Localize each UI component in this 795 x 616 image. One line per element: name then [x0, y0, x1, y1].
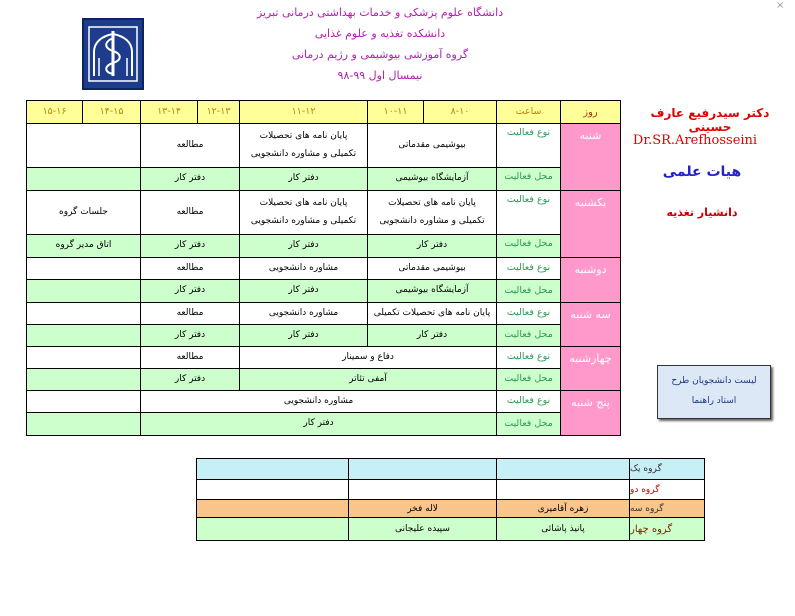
cell-sun-act-1: پایان نامه های تحصیلات تکمیلی و مشاوره دانشجویی — [368, 191, 497, 235]
location-label: محل فعالیت — [497, 168, 561, 191]
cell-sat-loc-1: آزمایشگاه بیوشیمی — [368, 168, 497, 191]
slot-5: ۱۴-۱۵ — [83, 101, 141, 124]
group-member — [197, 500, 349, 518]
cell-empty — [27, 303, 141, 325]
cell-sat-loc-2: دفتر کار — [240, 168, 368, 191]
location-label: محل فعالیت — [497, 413, 561, 436]
student-list-line-2: استاد راهنما — [691, 396, 737, 406]
cell-sun-loc-2: دفتر کار — [240, 235, 368, 258]
cell-empty — [27, 325, 141, 347]
slot-6: ۱۵-۱۶ — [27, 101, 83, 124]
cell-sat-act-2: پایان نامه های تحصیلات تکمیلی و مشاوره دانشجویی — [240, 124, 368, 168]
student-groups-table — [196, 458, 705, 541]
cell-mon-act-3: مطالعه — [141, 258, 240, 280]
day-tuesday: سه شنبه — [561, 303, 621, 347]
location-label: محل فعالیت — [497, 235, 561, 258]
group-member: سپیده علیجانی — [349, 518, 497, 541]
activity-label: نوع فعالیت — [497, 258, 561, 280]
activity-label: نوع فعالیت — [497, 391, 561, 413]
faculty-rank-heading: هیات علمی — [662, 164, 742, 180]
day-thursday: پنج شنبه — [561, 391, 621, 436]
instructor-name: دکتر سیدرفیع عارف حسینی — [650, 106, 770, 134]
instructor-title: دانشیار تغذیه — [666, 206, 738, 219]
cell-empty — [27, 168, 141, 191]
day-sunday: یکشنبه — [561, 191, 621, 258]
day-wednesday: چهارشنبه — [561, 347, 621, 391]
location-label: محل فعالیت — [497, 280, 561, 303]
cell-mon-act-2: مشاوره دانشجویی — [240, 258, 368, 280]
cell-tue-act-1: پایان نامه های تحصیلات تکمیلی — [368, 303, 497, 325]
activity-label: نوع فعالیت — [497, 303, 561, 325]
cell-wed-act-2: مطالعه — [141, 347, 240, 369]
cell-tue-loc-3: دفتر کار — [141, 325, 240, 347]
close-mark: × — [776, 0, 785, 11]
cell-mon-loc-1: آزمایشگاه بیوشیمی — [368, 280, 497, 303]
cell-sat-act-1: بیوشیمی مقدماتی — [368, 124, 497, 168]
group-member: لاله فخر — [349, 500, 497, 518]
location-label: محل فعالیت — [497, 325, 561, 347]
group-member: پانیذ پاشائی — [497, 518, 630, 541]
location-label: محل فعالیت — [497, 369, 561, 391]
cell-sun-loc-1: دفتر کار — [368, 235, 497, 258]
slot-1: ۱۰-۱۱ — [368, 101, 424, 124]
cell-sat-act-3: مطالعه — [141, 124, 240, 168]
header-day: روز — [561, 101, 621, 124]
group-member — [349, 459, 497, 480]
semester: نیمسال اول ۹۹-۹۸ — [337, 69, 423, 82]
cell-wed-act-1: دفاع و سمینار — [240, 347, 497, 369]
cell-mon-loc-2: دفتر کار — [240, 280, 368, 303]
cell-empty — [27, 391, 141, 413]
slot-0: ۸-۱۰ — [424, 101, 497, 124]
university-logo — [82, 18, 144, 90]
faculty-name: دانشکده تغذیه و علوم غذایی — [314, 27, 446, 40]
group-label: گروه دو — [630, 480, 705, 500]
group-label: گروه یک — [630, 459, 705, 480]
cell-thu-loc-1: دفتر کار — [141, 413, 497, 436]
group-member — [197, 518, 349, 541]
group-label: گروه سه — [630, 500, 705, 518]
group-member: زهره آقامیری — [497, 500, 630, 518]
cell-tue-act-2: مشاوره دانشجویی — [240, 303, 368, 325]
activity-label: نوع فعالیت — [497, 124, 561, 168]
department-name: گروه آموزشی بیوشیمی و رژیم درمانی — [291, 48, 469, 61]
cell-empty — [27, 280, 141, 303]
cell-mon-act-1: بیوشیمی مقدماتی — [368, 258, 497, 280]
slot-3: ۱۲-۱۳ — [198, 101, 240, 124]
group-member — [197, 459, 349, 480]
cell-empty — [27, 347, 141, 369]
group-label: گروه چهار — [630, 518, 705, 541]
cell-tue-act-3: مطالعه — [141, 303, 240, 325]
cell-empty — [27, 124, 141, 168]
instructor-latin-name: Dr.SR.Arefhosseini — [632, 133, 758, 148]
cell-empty — [27, 369, 141, 391]
weekly-schedule — [26, 100, 621, 436]
cell-sun-loc-3: دفتر کار — [141, 235, 240, 258]
day-monday: دوشنبه — [561, 258, 621, 303]
group-member — [197, 480, 349, 500]
cell-empty — [27, 413, 141, 436]
cell-mon-loc-3: دفتر کار — [141, 280, 240, 303]
cell-sun-loc-4: اتاق مدیر گروه — [27, 235, 141, 258]
cell-wed-loc-1: آمفی تئاتر — [240, 369, 497, 391]
cell-sun-act-4: جلسات گروه — [27, 191, 141, 235]
activity-label: نوع فعالیت — [497, 191, 561, 235]
university-name: دانشگاه علوم پزشکی و خدمات بهداشتی درمانی تبریز — [256, 6, 504, 19]
day-saturday: شنبه — [561, 124, 621, 191]
cell-tue-loc-1: دفتر کار — [368, 325, 497, 347]
slot-2: ۱۱-۱۲ — [240, 101, 368, 124]
student-list-box — [657, 365, 771, 419]
activity-label: نوع فعالیت — [497, 347, 561, 369]
cell-sun-act-2: پایان نامه های تحصیلات تکمیلی و مشاوره دانشجویی — [240, 191, 368, 235]
cell-tue-loc-2: دفتر کار — [240, 325, 368, 347]
cell-wed-loc-2: دفتر کار — [141, 369, 240, 391]
student-list-line-1: لیست دانشجویان طرح — [671, 376, 757, 387]
header-hour: ساعت — [497, 101, 561, 124]
group-member — [497, 480, 630, 500]
cell-empty — [27, 258, 141, 280]
group-member — [497, 459, 630, 480]
cell-thu-act-1: مشاوره دانشجویی — [141, 391, 497, 413]
cell-sun-act-3: مطالعه — [141, 191, 240, 235]
slot-4: ۱۳-۱۴ — [141, 101, 198, 124]
cell-sat-loc-3: دفتر کار — [141, 168, 240, 191]
group-member — [349, 480, 497, 500]
